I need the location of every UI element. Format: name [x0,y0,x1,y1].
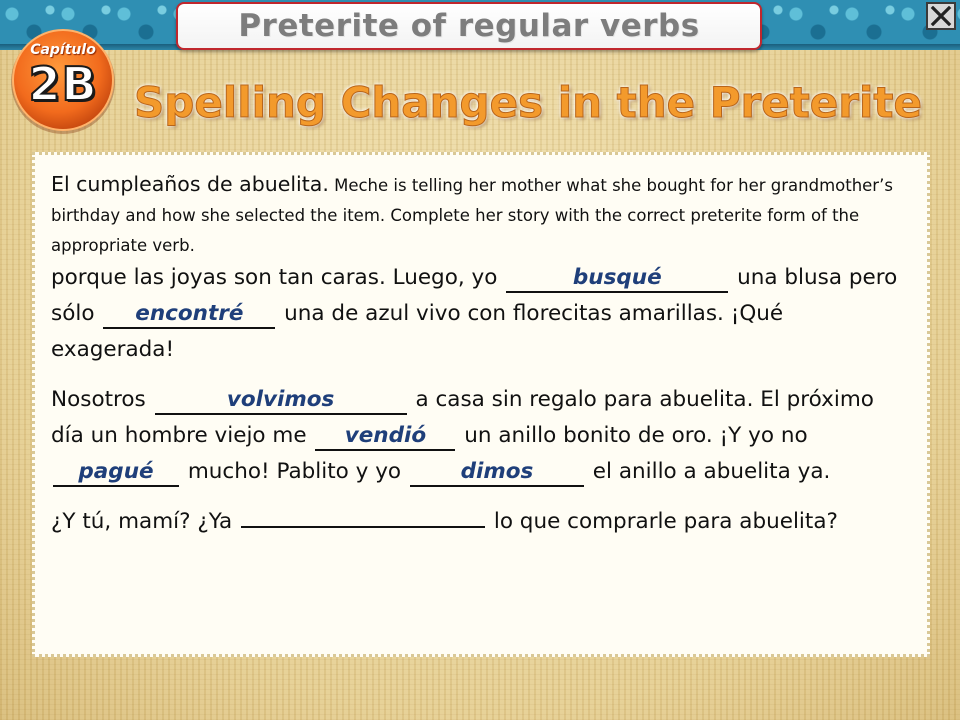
answer-blank[interactable] [241,526,485,528]
p1-text-1: porque las joyas son tan caras. Luego, yo [51,265,498,290]
answer-blank[interactable] [506,265,728,293]
p1-text-2: una blusa pero sólo [51,265,898,326]
p3-text-2: lo que comprarle para abuelita? [493,509,838,534]
p3-text-1: ¿Y tú, mamí? ¿Ya [51,509,233,534]
answer-blank[interactable] [315,423,455,451]
answer-text: volvimos [226,387,335,412]
answer-blank[interactable] [53,459,179,487]
story-paragraph-1 [51,260,911,368]
p1-text-3: una de azul vivo con florecitas amarillas. ¡Qué exagerada! [51,301,784,362]
exercise-intro [51,169,911,261]
chapter-number: 2B [28,57,98,111]
answer-text: vendió [344,423,427,448]
chapter-label: Capítulo [30,42,96,58]
answer-blank[interactable] [103,301,275,329]
answer-text: dimos [460,459,534,484]
story-paragraph-3 [51,504,911,540]
p2-text-1: Nosotros [51,387,146,412]
p2-text-4: mucho! Pablito y yo [187,459,402,484]
p2-text-5: el anillo a abuelita ya. [592,459,831,484]
p2-text-2: a casa sin regalo para abuelita. El próximo día un hombre viejo me [51,387,874,448]
slide-title: Preterite of regular verbs [238,8,700,44]
chapter-badge [8,27,118,137]
title-banner [176,2,762,50]
answer-blank[interactable] [410,459,584,487]
answer-text: pagué [78,459,154,484]
close-icon [930,6,952,26]
exercise-instructions: Meche is telling her mother what she bought for her grandmother’s birthday and how she selected the item. Complete her story with the correct preterite form of the appropriate verb. [51,176,893,255]
slide-subtitle: Spelling Changes in the Preterite [134,78,922,127]
story-paragraph-2 [51,382,911,490]
p2-text-3: un anillo bonito de oro. ¡Y yo no [464,423,808,448]
answer-blank[interactable] [155,387,407,415]
answer-text: busqué [572,265,662,290]
exercise-lead: El cumpleaños de abuelita. [51,172,329,196]
exercise-panel [32,152,930,657]
close-button[interactable] [926,2,956,30]
answer-text: encontré [135,301,244,326]
